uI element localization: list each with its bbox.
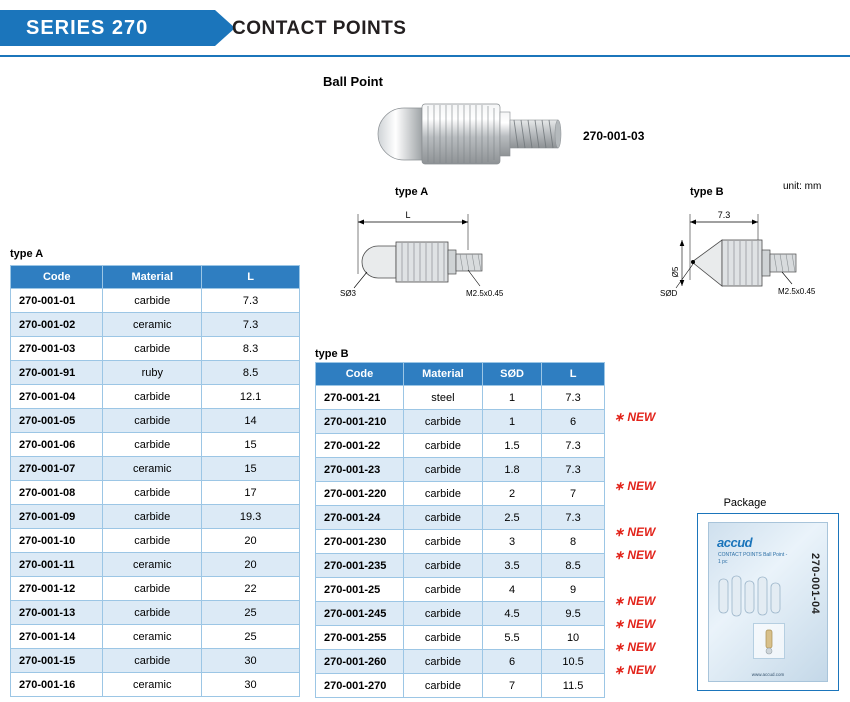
table-row: [11, 529, 300, 553]
cell-length: 9.5: [542, 602, 605, 626]
cell-length: 7.3: [542, 434, 605, 458]
cell-code: 270-001-24: [316, 506, 404, 530]
cell-length: 20: [202, 553, 300, 577]
cell-material: ceramic: [103, 553, 202, 577]
cell-sod: 4.5: [482, 602, 541, 626]
cell-material: carbide: [103, 601, 202, 625]
cell-length: 7.3: [542, 386, 605, 410]
cell-code: 270-001-12: [11, 577, 103, 601]
table-row: [316, 530, 605, 554]
cell-sod: 1: [482, 386, 541, 410]
table-b-header-row: [316, 363, 605, 386]
package-label: Package: [723, 497, 767, 509]
table-row: [11, 505, 300, 529]
blister-window: [753, 623, 785, 659]
cell-code: 270-001-91: [11, 361, 103, 385]
cell-code: 270-001-260: [316, 650, 404, 674]
table-row: [11, 625, 300, 649]
table-row: [11, 457, 300, 481]
cell-length: 30: [202, 673, 300, 697]
cell-length: 10: [542, 626, 605, 650]
cell-code: 270-001-13: [11, 601, 103, 625]
cell-material: ruby: [103, 361, 202, 385]
cell-material: carbide: [403, 602, 482, 626]
cell-material: ceramic: [103, 673, 202, 697]
cell-length: 15: [202, 457, 300, 481]
cell-code: 270-001-255: [316, 626, 404, 650]
cell-sod: 6: [482, 650, 541, 674]
cell-length: 6: [542, 410, 605, 434]
cell-code: 270-001-11: [11, 553, 103, 577]
cell-length: 8.5: [542, 554, 605, 578]
cell-code: 270-001-04: [11, 385, 103, 409]
cell-length: 15: [202, 433, 300, 457]
table-row: [316, 602, 605, 626]
cell-material: carbide: [103, 289, 202, 313]
new-badge: ∗ NEW: [614, 548, 656, 562]
new-badge: ∗ NEW: [614, 640, 656, 654]
cell-length: 30: [202, 649, 300, 673]
blister-pack: [708, 522, 828, 682]
blister-footer: www.accud.com: [751, 672, 785, 677]
cell-length: 8.5: [202, 361, 300, 385]
table-row: [11, 337, 300, 361]
new-badge: ∗ NEW: [614, 479, 656, 493]
brand-logo: accud: [717, 535, 753, 550]
table-a-caption: type A: [10, 248, 44, 260]
cell-material: carbide: [103, 481, 202, 505]
table-b-col-material: Material: [403, 363, 482, 386]
cell-material: ceramic: [103, 457, 202, 481]
series-label: SERIES 270: [26, 16, 149, 39]
cell-sod: 3: [482, 530, 541, 554]
blister-subtitle: CONTACT POINTS Ball Point - 1 pc: [718, 552, 788, 565]
svg-text:M2.5x0.45: M2.5x0.45: [778, 287, 816, 296]
table-row: [11, 385, 300, 409]
new-badge: ∗ NEW: [614, 525, 656, 539]
cell-material: carbide: [103, 433, 202, 457]
cell-material: carbide: [403, 482, 482, 506]
page-header: [0, 0, 850, 56]
table-row: [316, 434, 605, 458]
cell-material: carbide: [403, 554, 482, 578]
svg-text:L: L: [405, 210, 411, 220]
cell-length: 12.1: [202, 385, 300, 409]
cell-sod: 4: [482, 578, 541, 602]
unit-label: unit: mm: [783, 181, 822, 192]
cell-code: 270-001-220: [316, 482, 404, 506]
cell-material: carbide: [103, 577, 202, 601]
cell-material: carbide: [403, 626, 482, 650]
cell-code: 270-001-03: [11, 337, 103, 361]
table-row: [11, 289, 300, 313]
cell-code: 270-001-09: [11, 505, 103, 529]
table-row: [316, 482, 605, 506]
new-badge: ∗ NEW: [614, 594, 656, 608]
cell-sod: 1.5: [482, 434, 541, 458]
table-b-col-sod: SØD: [482, 363, 541, 386]
cell-sod: 2: [482, 482, 541, 506]
cell-code: 270-001-02: [11, 313, 103, 337]
svg-text:M2.5x0.45: M2.5x0.45: [466, 289, 504, 298]
header-divider: [0, 55, 850, 57]
cell-length: 8.3: [202, 337, 300, 361]
cell-material: carbide: [403, 578, 482, 602]
svg-text:SØD: SØD: [660, 289, 678, 298]
table-row: [316, 650, 605, 674]
cell-material: carbide: [403, 506, 482, 530]
cell-code: 270-001-14: [11, 625, 103, 649]
cell-code: 270-001-245: [316, 602, 404, 626]
cell-code: 270-001-21: [316, 386, 404, 410]
cell-code: 270-001-235: [316, 554, 404, 578]
cell-material: carbide: [403, 410, 482, 434]
table-row: [11, 649, 300, 673]
cell-length: 8: [542, 530, 605, 554]
cell-sod: 3.5: [482, 554, 541, 578]
cell-code: 270-001-15: [11, 649, 103, 673]
cell-sod: 1.8: [482, 458, 541, 482]
cell-length: 22: [202, 577, 300, 601]
cell-length: 10.5: [542, 650, 605, 674]
package-image: [697, 513, 839, 691]
cell-code: 270-001-25: [316, 578, 404, 602]
cell-code: 270-001-230: [316, 530, 404, 554]
cell-code: 270-001-08: [11, 481, 103, 505]
table-row: [316, 386, 605, 410]
cell-material: carbide: [403, 530, 482, 554]
table-b-caption: type B: [315, 348, 349, 360]
page-title: CONTACT POINTS: [232, 18, 407, 39]
cell-length: 20: [202, 529, 300, 553]
cell-sod: 2.5: [482, 506, 541, 530]
new-badge: ∗ NEW: [614, 617, 656, 631]
cell-length: 9: [542, 578, 605, 602]
cell-sod: 1: [482, 410, 541, 434]
cell-material: ceramic: [103, 313, 202, 337]
cell-length: 7.3: [202, 313, 300, 337]
cell-length: 14: [202, 409, 300, 433]
cell-code: 270-001-06: [11, 433, 103, 457]
table-row: [11, 361, 300, 385]
new-badge: ∗ NEW: [614, 410, 656, 424]
table-row: [316, 458, 605, 482]
table-row: [11, 409, 300, 433]
cell-code: 270-001-22: [316, 434, 404, 458]
cell-code: 270-001-270: [316, 674, 404, 698]
table-b: [315, 362, 605, 698]
table-row: [316, 674, 605, 698]
typeA-figure-label: type A: [395, 186, 429, 198]
cell-material: ceramic: [103, 625, 202, 649]
cell-sod: 5.5: [482, 626, 541, 650]
table-row: [11, 481, 300, 505]
cell-length: 7: [542, 482, 605, 506]
typeA-drawing: [340, 200, 560, 310]
table-row: [11, 313, 300, 337]
cell-material: carbide: [103, 529, 202, 553]
cell-code: 270-001-01: [11, 289, 103, 313]
cell-material: carbide: [403, 650, 482, 674]
cell-code: 270-001-23: [316, 458, 404, 482]
table-a-col-l: L: [202, 266, 300, 289]
table-a: [10, 265, 300, 697]
table-row: [316, 578, 605, 602]
hero-code-callout: 270-001-03: [583, 129, 645, 143]
new-badge: ∗ NEW: [614, 663, 656, 677]
svg-text:Ø5: Ø5: [671, 266, 680, 278]
cell-length: 11.5: [542, 674, 605, 698]
table-b-col-l: L: [542, 363, 605, 386]
svg-text:7.3: 7.3: [717, 210, 731, 220]
table-a-col-material: Material: [103, 266, 202, 289]
cell-code: 270-001-16: [11, 673, 103, 697]
table-b-col-code: Code: [316, 363, 404, 386]
cell-material: carbide: [403, 458, 482, 482]
cell-material: carbide: [403, 674, 482, 698]
table-a-header-row: [11, 266, 300, 289]
cell-material: carbide: [103, 385, 202, 409]
cell-material: carbide: [403, 434, 482, 458]
table-row: [11, 601, 300, 625]
cell-code: 270-001-10: [11, 529, 103, 553]
cell-length: 7.3: [202, 289, 300, 313]
svg-text:SØ3: SØ3: [340, 289, 357, 298]
table-row: [316, 506, 605, 530]
table-row: [11, 553, 300, 577]
table-row: [316, 410, 605, 434]
typeB-drawing: [650, 200, 840, 310]
table-row: [316, 554, 605, 578]
table-row: [11, 577, 300, 601]
ball-point-photo: [370, 86, 600, 186]
cell-material: carbide: [103, 337, 202, 361]
cell-length: 7.3: [542, 506, 605, 530]
cell-length: 17: [202, 481, 300, 505]
cell-material: carbide: [103, 409, 202, 433]
series-banner: [0, 10, 215, 46]
cell-length: 25: [202, 601, 300, 625]
cell-length: 25: [202, 625, 300, 649]
cell-material: steel: [403, 386, 482, 410]
table-row: [11, 433, 300, 457]
cell-material: carbide: [103, 505, 202, 529]
cell-code: 270-001-05: [11, 409, 103, 433]
table-row: [11, 673, 300, 697]
cell-material: carbide: [103, 649, 202, 673]
cell-length: 7.3: [542, 458, 605, 482]
table-row: [316, 626, 605, 650]
table-a-col-code: Code: [11, 266, 103, 289]
ball-point-heading: Ball Point: [323, 74, 383, 89]
cell-length: 19.3: [202, 505, 300, 529]
typeB-figure-label: type B: [690, 186, 724, 198]
cell-sod: 7: [482, 674, 541, 698]
cell-code: 270-001-07: [11, 457, 103, 481]
blister-code: 270-001-04: [809, 553, 821, 615]
cell-code: 270-001-210: [316, 410, 404, 434]
